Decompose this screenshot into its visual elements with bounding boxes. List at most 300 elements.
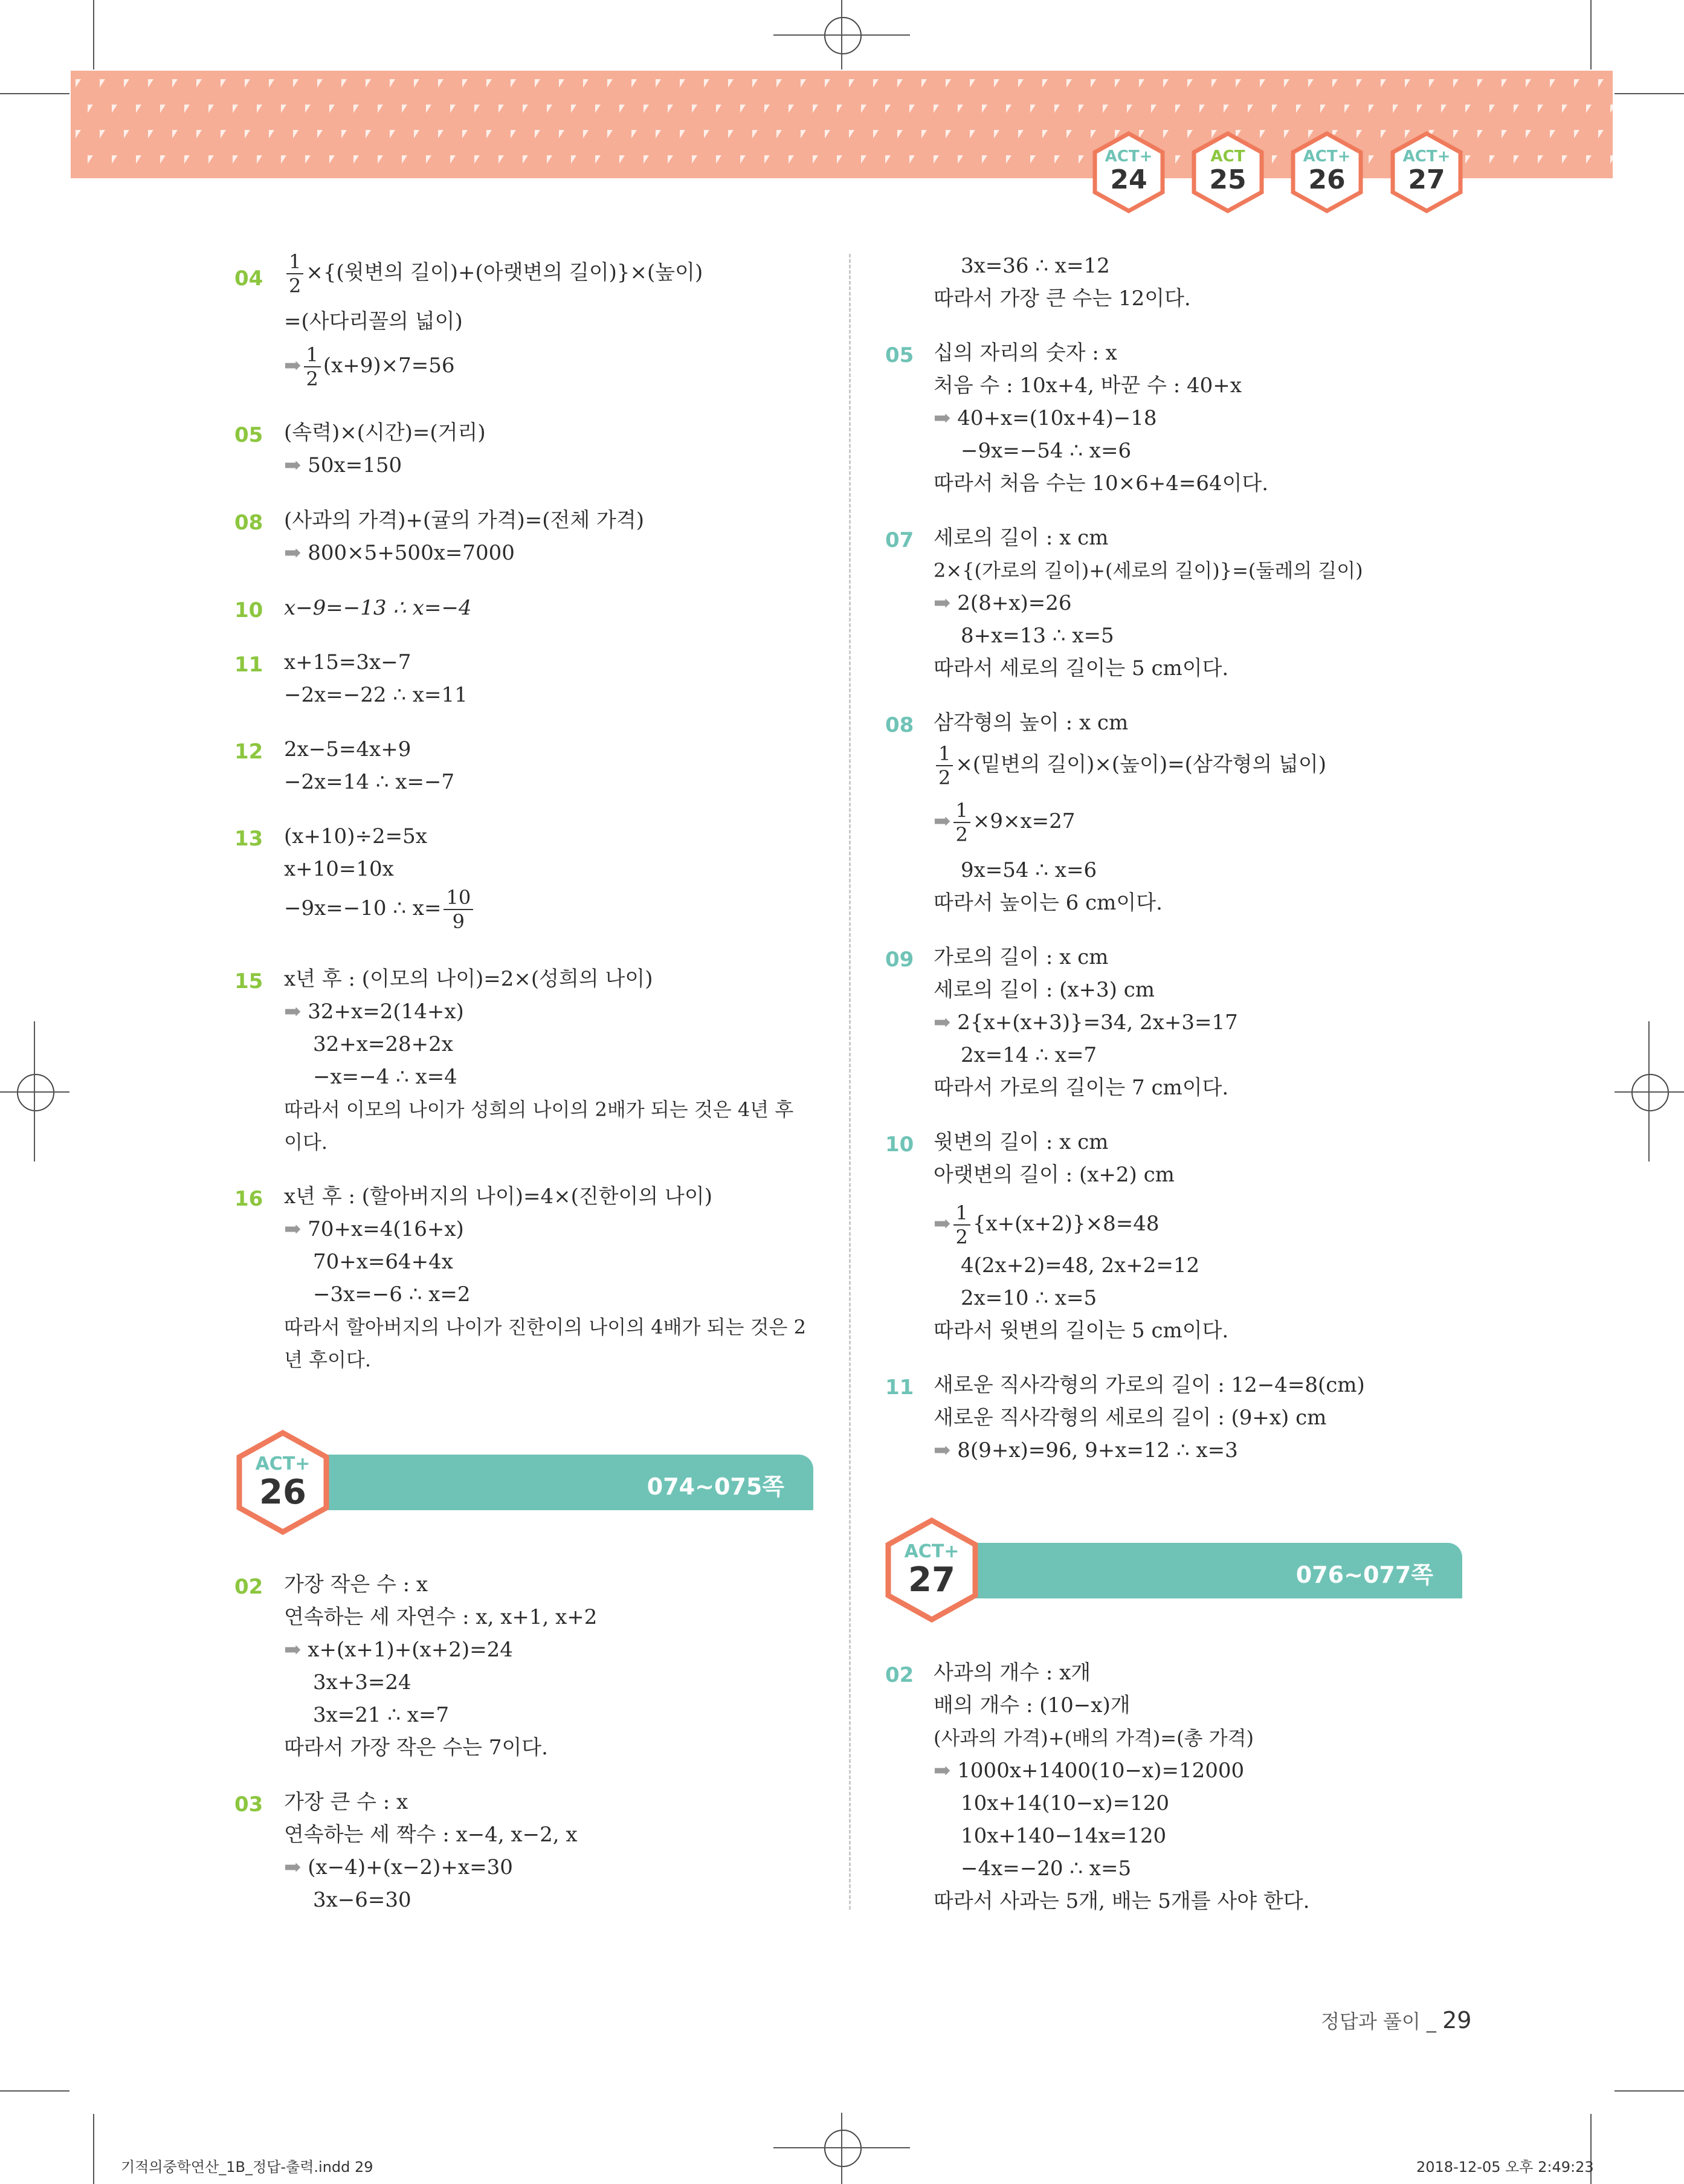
arrow-icon: ➡ <box>284 1217 308 1241</box>
section-badge-27: ACT+ 27 <box>883 1517 980 1623</box>
band-pattern-mark <box>1054 155 1060 164</box>
fraction: $\frac{1}{2}$ <box>304 343 321 390</box>
problem-line: 8+x=13 ∴ x=5 <box>961 624 1114 648</box>
problem-line: 따라서 할아버지의 나이가 진한이의 나이의 4배가 되는 것은 2 <box>284 1316 806 1339</box>
band-pattern-mark <box>801 79 806 88</box>
problem-number: 08 <box>234 511 263 535</box>
registration-mark <box>17 1074 54 1111</box>
badge-label: ACT+ <box>1402 147 1451 166</box>
arrow-icon: ➡ <box>284 1638 308 1662</box>
problem-line: ➡ 2{x+(x+3)}=34, 2x+3=17 <box>934 1010 1238 1035</box>
band-pattern-mark <box>1127 105 1132 113</box>
problem-number: 16 <box>234 1187 263 1211</box>
problem-line: 아랫변의 길이 : (x+2) cm <box>934 1163 1175 1187</box>
band-pattern-mark <box>1586 155 1592 164</box>
band-pattern-mark <box>1502 130 1507 138</box>
band-pattern-mark <box>704 79 709 88</box>
band-pattern-mark <box>196 79 202 88</box>
arrow-icon: ➡ <box>934 1010 958 1035</box>
band-pattern-mark <box>112 105 117 113</box>
band-pattern-mark <box>1610 105 1613 113</box>
registration-mark-v <box>34 1021 35 1161</box>
section-badge-26: ACT+ 26 <box>234 1429 331 1536</box>
band-pattern-mark <box>76 130 81 138</box>
band-pattern-mark <box>897 79 903 88</box>
problem-line: x+10=10x <box>284 857 394 881</box>
badge-label: ACT <box>1210 147 1245 166</box>
band-pattern-mark <box>1598 79 1604 88</box>
problem-number: 05 <box>885 343 914 367</box>
band-pattern-mark <box>390 79 395 88</box>
band-pattern-mark <box>221 79 226 88</box>
problem-line: x년 후 : (이모의 나이)=2×(성희의 나이) <box>284 967 653 991</box>
arrow-icon: ➡ <box>284 1855 308 1879</box>
band-pattern-mark <box>1320 105 1326 113</box>
problem-line: =(사다리꼴의 넓이) <box>284 309 463 334</box>
band-pattern-mark <box>281 155 286 164</box>
band-pattern-mark <box>692 155 697 164</box>
crop-mark <box>1615 93 1684 94</box>
band-pattern-mark <box>728 79 734 88</box>
band-pattern-mark <box>112 155 117 164</box>
band-pattern-mark <box>789 155 794 164</box>
problem-line: (사과의 가격)+(배의 가격)=(총 가격) <box>934 1727 1254 1749</box>
badge-number: 26 <box>1308 164 1346 195</box>
problem-number: 13 <box>234 827 263 851</box>
band-pattern-mark <box>1381 79 1386 88</box>
problem-number: 02 <box>234 1575 263 1599</box>
band-pattern-mark <box>523 105 528 113</box>
band-pattern-mark <box>1066 130 1072 138</box>
problem-line: 따라서 가장 작은 수는 7이다. <box>284 1736 548 1760</box>
band-pattern-mark <box>378 155 383 164</box>
problem-line: ➡ 40+x=(10x+4)−18 <box>934 406 1157 430</box>
band-pattern-mark <box>909 155 915 164</box>
band-pattern-mark <box>1369 105 1374 113</box>
band-pattern-mark <box>583 130 589 138</box>
band-pattern-mark <box>716 155 721 164</box>
band-pattern-mark <box>1393 105 1398 113</box>
band-pattern-mark <box>1079 155 1084 164</box>
band-pattern-mark <box>1139 79 1144 88</box>
band-pattern-mark <box>1610 155 1613 164</box>
problem-line: 배의 개수 : (10−x)개 <box>934 1693 1131 1717</box>
band-pattern-mark <box>269 130 274 138</box>
band-pattern-mark <box>293 130 298 138</box>
band-pattern-mark <box>353 155 359 164</box>
band-pattern-mark <box>825 130 830 138</box>
band-pattern-mark <box>378 105 383 113</box>
band-pattern-mark <box>438 130 444 138</box>
problem-number: 04 <box>234 267 263 291</box>
band-pattern-mark <box>1284 79 1289 88</box>
band-pattern-mark <box>909 105 915 113</box>
band-pattern-mark <box>233 155 238 164</box>
band-pattern-mark <box>1187 79 1193 88</box>
problem-line: 처음 수 : 10x+4, 바꾼 수 : 40+x <box>934 373 1242 398</box>
band-pattern-mark <box>1502 79 1507 88</box>
badge-number: 24 <box>1110 164 1147 195</box>
band-pattern-mark <box>764 155 770 164</box>
problem-line: ➡ 8(9+x)=96, 9+x=12 ∴ x=3 <box>934 1438 1238 1462</box>
band-pattern-mark <box>752 79 758 88</box>
band-pattern-mark <box>644 155 649 164</box>
registration-mark <box>1631 1074 1669 1111</box>
problem-line: (사과의 가격)+(귤의 가격)=(전체 가격) <box>284 508 644 532</box>
band-pattern-mark <box>329 105 335 113</box>
problem-line: 10x+14(10−x)=120 <box>961 1791 1170 1815</box>
band-pattern-mark <box>607 130 613 138</box>
problem-line: ➡ 800×5+500x=7000 <box>284 541 515 565</box>
band-pattern-mark <box>1562 155 1567 164</box>
band-pattern-mark <box>571 105 576 113</box>
problem-line: −3x=−6 ∴ x=2 <box>313 1282 471 1307</box>
arrow-icon: ➡ <box>284 354 302 378</box>
band-pattern-mark <box>1260 79 1265 88</box>
band-pattern-mark <box>1151 105 1157 113</box>
header-badge-25 <box>1190 131 1265 214</box>
problem-line: 연속하는 세 자연수 : x, x+1, x+2 <box>284 1605 598 1629</box>
problem-line: 9x=54 ∴ x=6 <box>961 858 1097 882</box>
band-pattern-mark <box>1344 105 1350 113</box>
band-pattern-mark <box>595 105 601 113</box>
band-pattern-mark <box>100 79 105 88</box>
band-pattern-mark <box>897 130 903 138</box>
band-pattern-mark <box>317 79 323 88</box>
problem-line: $\frac{1}{2}$ ×(밑변의 길이)×(높이)=(삼각형의 넓이) <box>934 742 1326 789</box>
band-pattern-mark <box>474 155 480 164</box>
band-pattern-mark <box>196 130 202 138</box>
band-pattern-mark <box>511 79 516 88</box>
band-pattern-mark <box>317 130 323 138</box>
band-pattern-mark <box>1550 130 1555 138</box>
band-pattern-mark <box>619 155 625 164</box>
band-pattern-mark <box>1357 79 1362 88</box>
band-pattern-mark <box>160 155 166 164</box>
band-pattern-mark <box>1079 105 1084 113</box>
band-pattern-mark <box>148 130 153 138</box>
band-pattern-mark <box>124 79 129 88</box>
crop-mark <box>93 2114 94 2184</box>
band-pattern-mark <box>801 130 806 138</box>
problem-line: 세로의 길이 : (x+3) cm <box>934 978 1155 1002</box>
header-badge-27 <box>1389 131 1464 214</box>
band-pattern-mark <box>1453 79 1459 88</box>
problem-line: 십의 자리의 숫자 : x <box>934 341 1117 365</box>
band-pattern-mark <box>136 105 141 113</box>
band-pattern-mark <box>1574 130 1579 138</box>
band-pattern-mark <box>1272 155 1277 164</box>
header-band <box>71 71 1613 178</box>
problem-line: ➡ $\frac{1}{2}$ {x+(x+2)}×8=48 <box>934 1201 1160 1249</box>
band-pattern-mark <box>329 155 335 164</box>
band-pattern-mark <box>764 105 770 113</box>
band-pattern-mark <box>583 79 589 88</box>
band-pattern-mark <box>1598 130 1604 138</box>
band-pattern-mark <box>1018 79 1024 88</box>
band-pattern-mark <box>849 130 854 138</box>
band-pattern-mark <box>1042 79 1048 88</box>
band-pattern-mark <box>245 79 250 88</box>
problem-line: ➡ $\frac{1}{2}$ (x+9)×7=56 <box>284 343 455 390</box>
band-pattern-mark <box>861 105 866 113</box>
band-pattern-mark <box>982 155 987 164</box>
band-pattern-mark <box>245 130 250 138</box>
band-pattern-mark <box>970 79 975 88</box>
band-pattern-mark <box>76 79 81 88</box>
band-pattern-mark <box>547 105 552 113</box>
band-pattern-mark <box>1381 130 1386 138</box>
problem-number: 07 <box>885 528 914 552</box>
band-pattern-mark <box>221 130 226 138</box>
band-pattern-mark <box>728 130 734 138</box>
band-pattern-mark <box>1477 130 1483 138</box>
page-number: 29 <box>1442 2007 1472 2034</box>
problem-line: (x+10)÷2=5x <box>284 824 427 848</box>
problem-line: 따라서 세로의 길이는 5 cm이다. <box>934 656 1229 680</box>
band-pattern-mark <box>233 105 238 113</box>
band-pattern-mark <box>1224 105 1229 113</box>
problem-line: 2x−5=4x+9 <box>284 737 411 761</box>
band-pattern-mark <box>921 130 927 138</box>
problem-line: ➡ 32+x=2(14+x) <box>284 1000 464 1024</box>
band-pattern-mark <box>559 79 564 88</box>
band-pattern-mark <box>1417 105 1422 113</box>
band-pattern-mark <box>257 105 262 113</box>
band-pattern-mark <box>1030 105 1036 113</box>
registration-mark-v <box>841 0 842 69</box>
band-pattern-mark <box>1284 130 1289 138</box>
section-bar-26 <box>302 1455 813 1510</box>
band-pattern-mark <box>450 105 456 113</box>
band-pattern-mark <box>1538 155 1543 164</box>
band-pattern-mark <box>426 155 431 164</box>
band-pattern-mark <box>1006 105 1011 113</box>
problem-number: 05 <box>234 423 263 447</box>
band-pattern-mark <box>1308 79 1314 88</box>
band-pattern-mark <box>873 79 879 88</box>
band-pattern-mark <box>1115 79 1120 88</box>
fraction: $\frac{1}{2}$ <box>286 250 303 297</box>
problem-line: 윗변의 길이 : x cm <box>934 1130 1109 1154</box>
band-pattern-mark <box>474 105 480 113</box>
band-pattern-mark <box>740 155 746 164</box>
band-pattern-mark <box>740 105 746 113</box>
band-pattern-mark <box>1526 79 1531 88</box>
band-pattern-mark <box>837 105 842 113</box>
problem-line: ➡ 50x=150 <box>284 453 402 477</box>
band-pattern-mark <box>426 105 431 113</box>
problem-line: 3x=21 ∴ x=7 <box>313 1703 450 1727</box>
fraction: $\frac{10}{9}$ <box>444 886 473 933</box>
problem-line: x+15=3x−7 <box>284 650 411 674</box>
band-pattern-mark <box>921 79 927 88</box>
band-pattern-mark <box>88 155 93 164</box>
problem-line: 따라서 가로의 길이는 7 cm이다. <box>934 1076 1229 1100</box>
band-pattern-mark <box>208 105 214 113</box>
band-pattern-mark <box>595 155 601 164</box>
problem-line: x−9=−13 ∴ x=−4 <box>284 596 472 620</box>
file-info: 기적의중학연산_1B_정답-출력.indd 29 <box>121 2159 373 2176</box>
print-datetime: 2018-12-05 오후 2:49:23 <box>1416 2159 1594 2176</box>
band-pattern-mark <box>390 130 395 138</box>
problem-line: 따라서 이모의 나이가 성희의 나이의 2배가 되는 것은 4년 후 <box>284 1098 794 1121</box>
problem-line: 가로의 길이 : x cm <box>934 945 1109 969</box>
band-pattern-mark <box>523 155 528 164</box>
band-pattern-mark <box>172 130 178 138</box>
problem-line: 따라서 윗변의 길이는 5 cm이다. <box>934 1319 1229 1343</box>
band-pattern-mark <box>498 155 504 164</box>
band-pattern-mark <box>813 105 818 113</box>
registration-mark-v <box>1648 1021 1650 1161</box>
band-pattern-mark <box>88 105 93 113</box>
problem-line: x년 후 : (할아버지의 나이)=4×(진한이의 나이) <box>284 1184 712 1209</box>
band-pattern-mark <box>873 130 879 138</box>
band-pattern-mark <box>366 79 371 88</box>
band-pattern-mark <box>668 155 673 164</box>
band-pattern-mark <box>305 155 311 164</box>
crop-mark <box>0 93 69 94</box>
band-pattern-mark <box>607 79 613 88</box>
band-pattern-mark <box>680 79 685 88</box>
problem-line: 따라서 높이는 6 cm이다. <box>934 891 1163 915</box>
band-pattern-mark <box>1091 79 1096 88</box>
band-pattern-mark <box>1429 79 1434 88</box>
band-pattern-mark <box>462 79 468 88</box>
band-pattern-mark <box>184 105 190 113</box>
band-pattern-mark <box>946 130 951 138</box>
band-pattern-mark <box>366 130 371 138</box>
problem-line: 32+x=28+2x <box>313 1032 453 1056</box>
problem-line: ➡ 2(8+x)=26 <box>934 591 1072 615</box>
fraction: $\frac{1}{2}$ <box>953 1201 970 1249</box>
band-pattern-mark <box>631 130 637 138</box>
band-pattern-mark <box>644 105 649 113</box>
band-pattern-mark <box>704 130 709 138</box>
band-pattern-mark <box>293 79 298 88</box>
problem-line: 2x=14 ∴ x=7 <box>961 1043 1097 1067</box>
band-pattern-mark <box>861 155 866 164</box>
band-pattern-mark <box>462 130 468 138</box>
problem-line: −9x=−10 ∴ x= $\frac{10}{9}$ <box>284 886 476 933</box>
band-pattern-mark <box>269 79 274 88</box>
band-pattern-mark <box>1574 79 1579 88</box>
fraction: $\frac{1}{2}$ <box>936 742 953 789</box>
crop-mark <box>0 2090 69 2092</box>
band-pattern-mark <box>1042 130 1048 138</box>
arrow-icon: ➡ <box>934 1212 951 1236</box>
band-pattern-mark <box>1199 105 1205 113</box>
problem-line: −2x=14 ∴ x=−7 <box>284 770 455 794</box>
band-pattern-mark <box>486 130 492 138</box>
arrow-icon: ➡ <box>934 406 958 430</box>
header-badge-24 <box>1091 131 1166 214</box>
section-pages: 076~077쪽 <box>1295 1562 1433 1588</box>
band-pattern-mark <box>172 79 178 88</box>
problem-line: −2x=−22 ∴ x=11 <box>284 683 468 707</box>
problem-line: 2x=10 ∴ x=5 <box>961 1286 1097 1310</box>
band-pattern-mark <box>825 79 830 88</box>
problem-line: 새로운 직사각형의 세로의 길이 : (9+x) cm <box>934 1406 1327 1430</box>
band-pattern-mark <box>124 130 129 138</box>
band-pattern-mark <box>934 155 939 164</box>
band-pattern-mark <box>547 155 552 164</box>
crop-mark <box>1590 0 1592 69</box>
registration-mark-v <box>841 2113 842 2184</box>
band-pattern-mark <box>1272 105 1277 113</box>
band-pattern-mark <box>136 155 141 164</box>
band-pattern-mark <box>341 79 347 88</box>
badge-number: 27 <box>1408 164 1445 195</box>
band-pattern-mark <box>559 130 564 138</box>
badge-number: 25 <box>1209 164 1247 195</box>
band-pattern-mark <box>1489 105 1495 113</box>
band-pattern-mark <box>1175 105 1181 113</box>
band-pattern-mark <box>148 79 153 88</box>
band-pattern-mark <box>1441 105 1447 113</box>
badge-label: ACT+ <box>1303 147 1351 166</box>
arrow-icon: ➡ <box>934 809 951 833</box>
crop-mark <box>1615 2090 1684 2092</box>
problem-line: ➡ x+(x+1)+(x+2)=24 <box>284 1638 513 1662</box>
problem-number: 10 <box>885 1132 914 1157</box>
registration-mark <box>824 2130 862 2167</box>
arrow-icon: ➡ <box>934 1759 958 1783</box>
band-pattern-mark <box>498 105 504 113</box>
problem-number: 02 <box>885 1663 914 1687</box>
band-pattern-mark <box>885 105 891 113</box>
problem-line: 사과의 개수 : x개 <box>934 1661 1091 1685</box>
problem-line: 이다. <box>284 1131 327 1154</box>
band-pattern-mark <box>668 105 673 113</box>
problem-line: ➡ $\frac{1}{2}$ ×9×x=27 <box>934 799 1076 846</box>
problem-line: 3x+3=24 <box>313 1670 411 1695</box>
band-pattern-mark <box>208 155 214 164</box>
section-pages: 074~075쪽 <box>647 1473 784 1500</box>
fraction: $\frac{1}{2}$ <box>953 799 970 846</box>
band-pattern-mark <box>1369 155 1374 164</box>
problem-line: $\frac{1}{2}$ ×{(윗변의 길이)+(아랫변의 길이)}×(높이) <box>284 250 703 297</box>
problem-line: 3x=36 ∴ x=12 <box>961 254 1110 278</box>
band-pattern-mark <box>1477 79 1483 88</box>
band-pattern-mark <box>1030 155 1036 164</box>
band-pattern-mark <box>1489 155 1495 164</box>
band-pattern-mark <box>1538 105 1543 113</box>
band-pattern-mark <box>1562 105 1567 113</box>
problem-number: 11 <box>885 1375 914 1400</box>
problem-number: 09 <box>885 948 914 972</box>
section-bar-27 <box>953 1543 1462 1598</box>
problem-line: ➡ (x−4)+(x−2)+x=30 <box>284 1855 513 1879</box>
band-pattern-mark <box>571 155 576 164</box>
arrow-icon: ➡ <box>284 541 308 565</box>
problem-line: 가장 작은 수 : x <box>284 1572 428 1597</box>
problem-line: 4(2x+2)=48, 2x+2=12 <box>961 1253 1200 1278</box>
band-pattern-mark <box>341 130 347 138</box>
band-pattern-mark <box>1526 130 1531 138</box>
band-pattern-mark <box>1550 79 1555 88</box>
badge-label: ACT+ <box>1105 147 1153 166</box>
problem-line: 삼각형의 높이 : x cm <box>934 711 1129 735</box>
problem-line: 3x−6=30 <box>313 1888 411 1912</box>
band-pattern-mark <box>958 155 963 164</box>
problem-number: 03 <box>234 1792 263 1817</box>
band-pattern-mark <box>402 105 407 113</box>
band-pattern-mark <box>1465 105 1471 113</box>
band-pattern-mark <box>1248 105 1253 113</box>
band-pattern-mark <box>776 130 782 138</box>
problem-number: 10 <box>234 598 263 622</box>
